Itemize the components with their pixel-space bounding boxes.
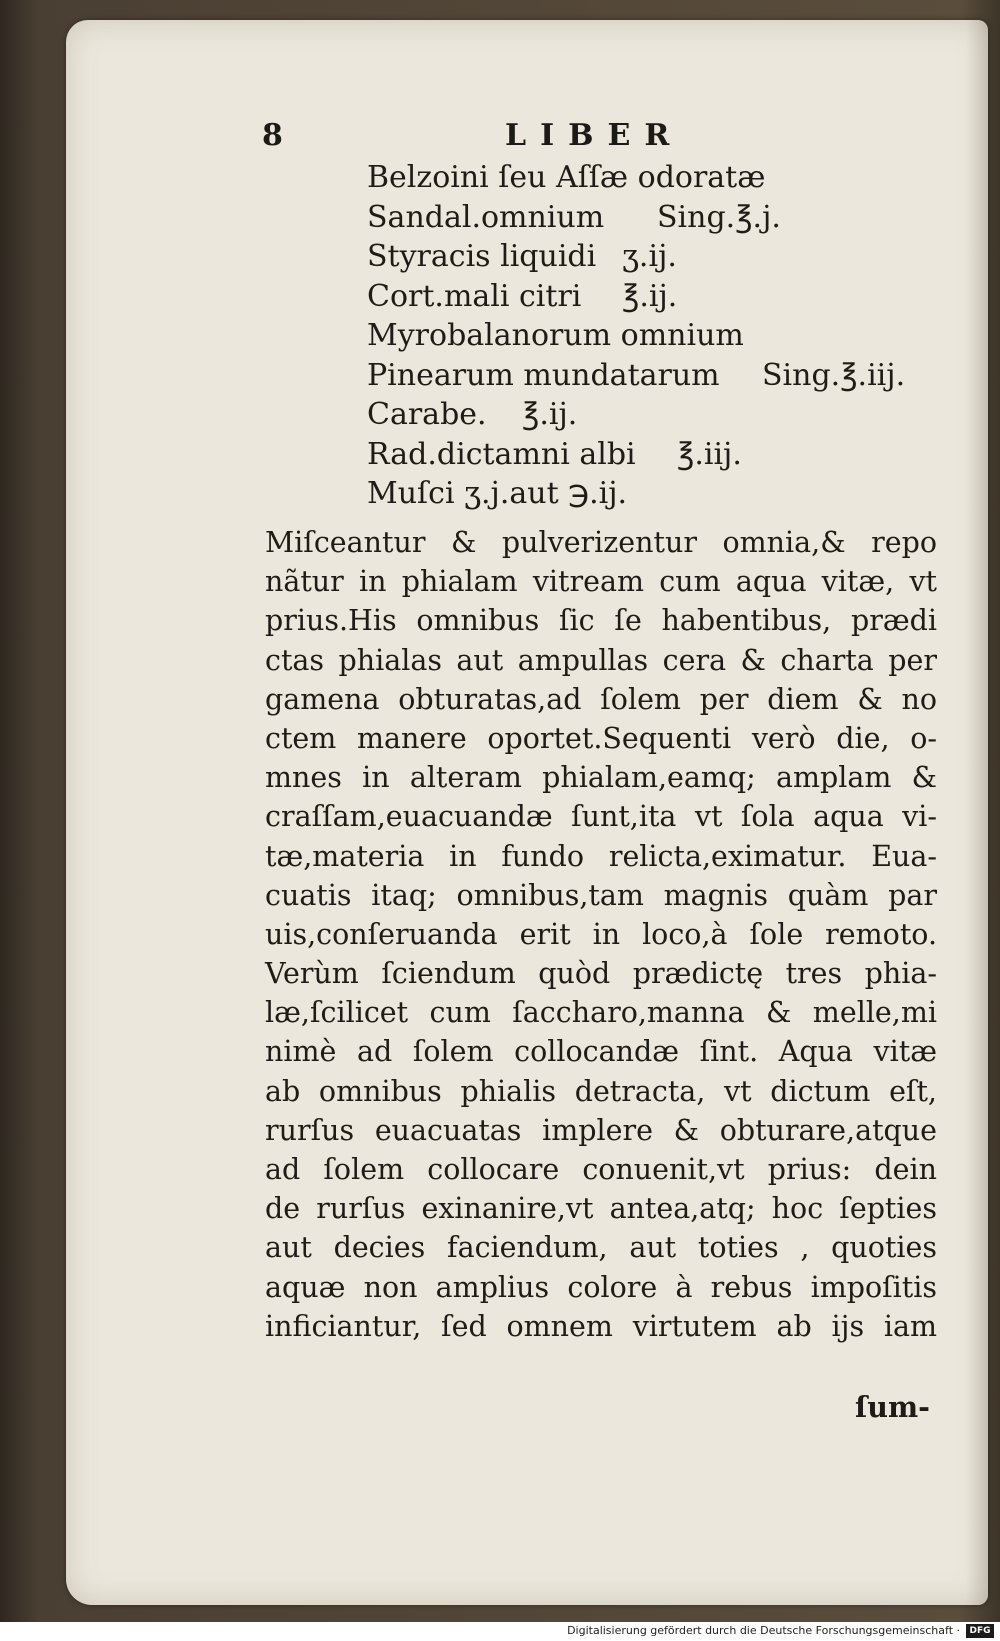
ingredient: Muſci ʒ.j.aut ℈.ij. bbox=[367, 476, 628, 511]
catchword: ſum- bbox=[855, 1390, 930, 1424]
text-line: nimè ad ſolem collocandæ ſint. Aqua vitæ bbox=[265, 1035, 937, 1069]
text-line: læ,ſcilicet cum ſaccharo,manna & melle,mi bbox=[265, 996, 937, 1030]
text-line: de rurſus exinanire,vt antea,atq; hoc ſepties bbox=[265, 1192, 937, 1226]
recipe-line bbox=[367, 435, 967, 475]
dfg-logo-icon: DFG bbox=[966, 1624, 994, 1638]
quantity: ʒ.ij. bbox=[622, 239, 677, 274]
recipe-line bbox=[367, 277, 967, 317]
text-line: gamena obturatas,ad ſolem per diem & no bbox=[265, 682, 937, 716]
ingredient: Sandal.omnium bbox=[367, 199, 605, 235]
quantity: ℥.ij. bbox=[622, 278, 678, 314]
text-line: prius.His omnibus ſic ſe habentibus, prædi bbox=[265, 604, 937, 638]
text-line: rurſus euacuatas implere & obturare,atque bbox=[265, 1113, 937, 1147]
quantity: Sing.℥.iij. bbox=[762, 357, 906, 393]
text-line: Miſceantur & pulverizentur omnia,& repo bbox=[265, 526, 937, 559]
text-line: uis,conſeruanda erit in loco,à ſole remoto. bbox=[265, 917, 937, 951]
ingredient: Carabe. bbox=[367, 397, 487, 432]
footer-credit: Digitalisierung gefördert durch die Deutsche Forschungsgemeinschaft · bbox=[567, 1624, 960, 1637]
text-line: mnes in alteram phialam,eamq; amplam & bbox=[265, 761, 937, 795]
text-line: ab omnibus phialis detracta, vt dictum eſt, bbox=[265, 1074, 937, 1108]
recipe-line bbox=[367, 198, 967, 238]
page-number: 8 bbox=[262, 118, 283, 153]
recipe-line bbox=[367, 395, 967, 435]
recipe-list bbox=[367, 158, 967, 514]
text-line: ctem manere oportet.Sequenti verò die, o- bbox=[265, 721, 937, 755]
recipe-line bbox=[367, 316, 967, 356]
recipe-line bbox=[367, 158, 967, 198]
text-line: craſſam,euacuandæ ſunt,ita vt ſola aqua vi- bbox=[265, 800, 937, 834]
quantity: ℥.iij. bbox=[677, 436, 742, 472]
ingredient: Cort.mali citri bbox=[367, 278, 582, 314]
page-edge-shadow bbox=[966, 20, 988, 1605]
text-line: ad ſolem collocare conuenit,vt prius: dein bbox=[265, 1153, 937, 1186]
ingredient: Belzoini ſeu Aſſæ odoratæ bbox=[367, 160, 766, 195]
ingredient: Rad.dictamni albi bbox=[367, 436, 636, 472]
running-head: LIBER bbox=[505, 118, 684, 153]
text-line: tæ,materia in fundo relicta,eximatur. Eua- bbox=[265, 839, 937, 873]
text-line: aquæ non amplius colore à rebus impoſitis bbox=[265, 1270, 937, 1304]
ingredient: Myrobalanorum omnium bbox=[367, 318, 744, 353]
recipe-line bbox=[367, 237, 967, 277]
text-line: inficiantur, ſed omnem virtutem ab ijs iam bbox=[265, 1309, 937, 1343]
text-line: cuatis itaq; omnibus,tam magnis quàm par bbox=[265, 878, 937, 912]
recipe-line bbox=[367, 474, 967, 514]
quantity: ℥.ij. bbox=[522, 397, 578, 432]
text-line: nãtur in phialam vitream cum aqua vitæ, vt bbox=[265, 565, 937, 599]
ingredient: Styracis liquidi bbox=[367, 239, 597, 274]
text-line: ctas phialas aut ampullas cera & charta per bbox=[265, 643, 937, 677]
body-paragraph bbox=[265, 523, 937, 1346]
text-line: Verùm ſciendum quòd prædictę tres phia- bbox=[265, 957, 937, 991]
ingredient: Pinearum mundatarum bbox=[367, 357, 720, 393]
text-line: aut decies faciendum, aut toties , quoties bbox=[265, 1231, 937, 1265]
recipe-line bbox=[367, 356, 967, 396]
digitization-footer bbox=[0, 1622, 1000, 1641]
quantity: Sing.℥.j. bbox=[657, 199, 781, 235]
